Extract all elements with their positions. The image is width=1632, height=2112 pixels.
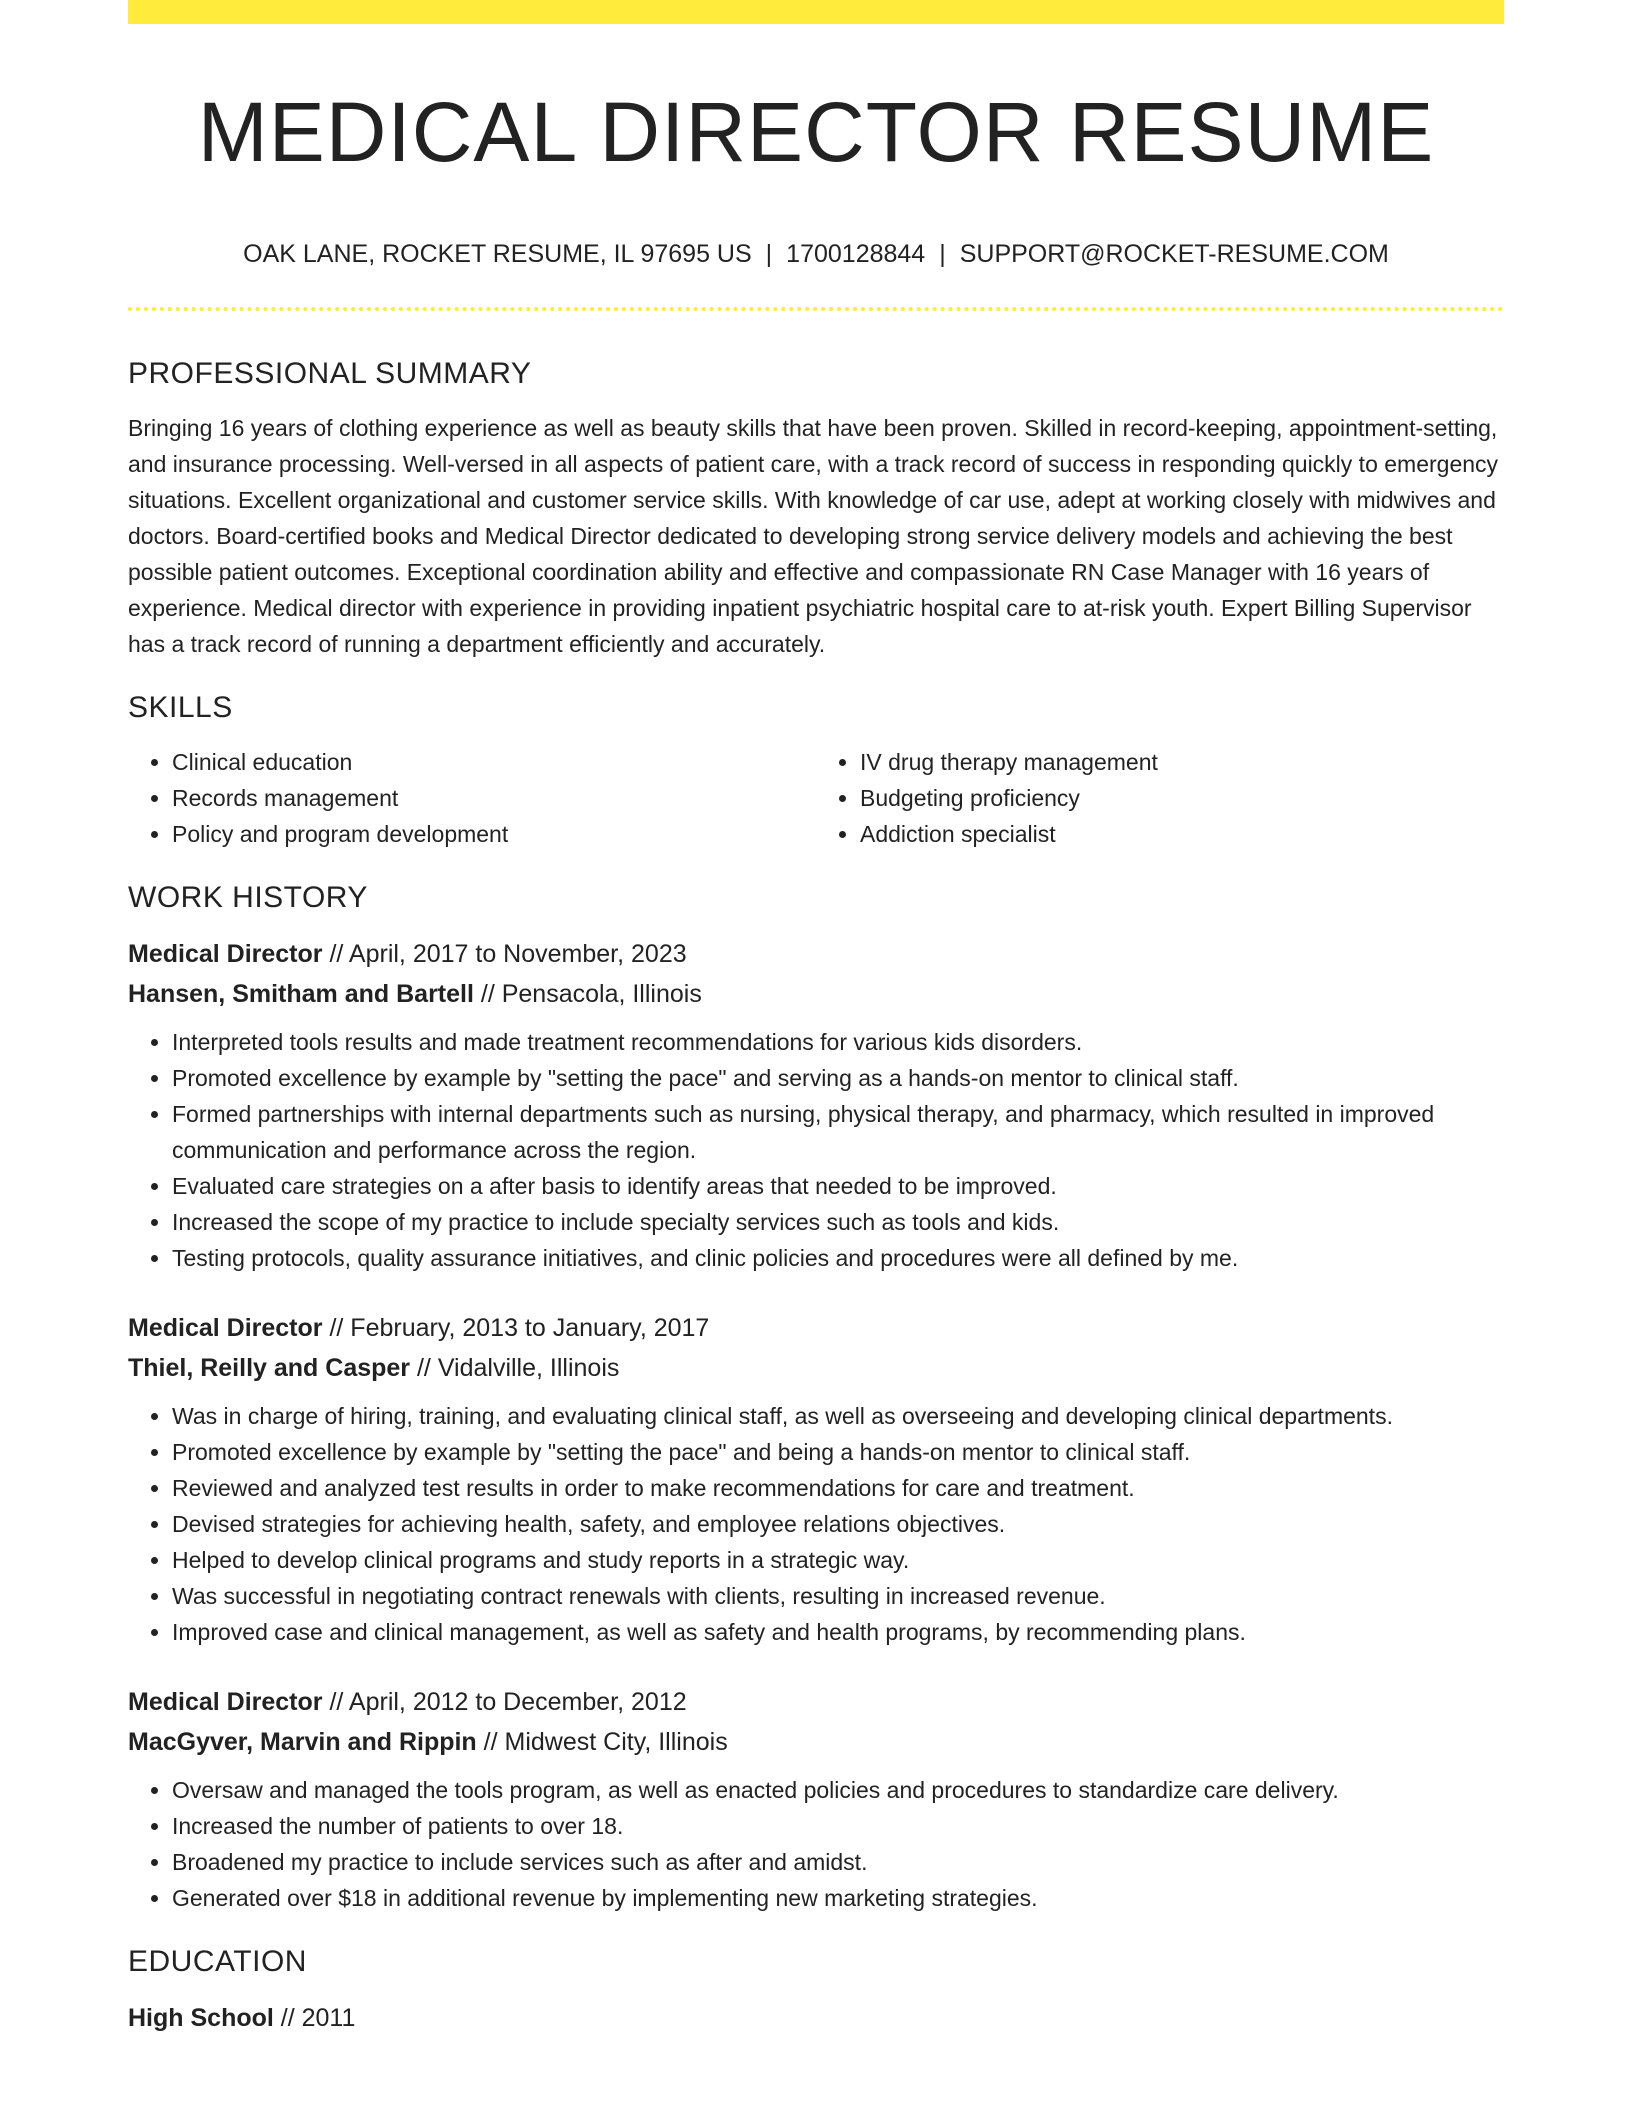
job-location: // Pensacola, Illinois [473,980,702,1008]
job-bullets [128,1024,1504,1276]
skills-column-right [816,744,1504,852]
contact-email: SUPPORT@ROCKET-RESUME.COM [959,240,1389,268]
contact-address: OAK LANE, ROCKET RESUME, IL 97695 US [243,240,752,268]
job-title: Medical Director [128,940,323,968]
job-entry [128,1682,1504,1916]
job-bullet: • Was in charge of hiring, training, and evaluating clinical staff, as well as overseeing and developing clinical departments. [172,1398,1504,1434]
job-bullet: • Promoted excellence by example by "setting the pace" and being a hands-on mentor to clinical staff. [172,1434,1504,1470]
job-entry [128,1308,1504,1650]
job-bullet: • Was successful in negotiating contract renewals with clients, resulting in increased revenue. [172,1578,1504,1614]
job-bullet: • Increased the number of patients to over 18. [172,1808,1504,1844]
education-entry [128,1998,1504,2038]
contact-separator: | [939,240,946,268]
skill-item: • Policy and program development [172,816,816,852]
dotted-divider [128,307,1504,311]
job-bullet: • Formed partnerships with internal departments such as nursing, physical therapy, and pharmacy, which resulted in improved communication and performance across the region. [172,1096,1504,1168]
job-bullet: • Helped to develop clinical programs and study reports in a strategic way. [172,1542,1504,1578]
job-bullet: • Improved case and clinical management, as well as safety and health programs, by recommending plans. [172,1614,1504,1650]
job-company-line [128,1722,1504,1762]
skills-list [128,744,1504,852]
job-bullet: • Testing protocols, quality assurance initiatives, and clinic policies and procedures were all defined by me. [172,1240,1504,1276]
summary-text: Bringing 16 years of clothing experience as well as beauty skills that have been proven. Skilled in record-keeping, appointment-setting, and insurance processing. Well-versed in all aspects of patient care, with a track record of success in responding quickly to emergency situations. Excellent organizational and customer service skills. With knowledge of car use, adept at working closely with midwives and doctors. Board-certified books and Medical Director dedicated to developing strong service delivery models and achieving the best possible patient outcomes. Exceptional coordination ability and effective and compassionate RN Case Manager with 16 years of experience. Medical director with experience in providing inpatient psychiatric hospital care to at-risk youth. Expert Billing Supervisor has a track record of running a department efficiently and accurately. [128,415,1499,657]
job-dates: // February, 2013 to January, 2017 [322,1314,710,1342]
job-bullet: • Oversaw and managed the tools program, as well as enacted policies and procedures to standardize care delivery. [172,1772,1504,1808]
work-history-heading: WORK HISTORY [128,881,368,914]
summary-heading: PROFESSIONAL SUMMARY [128,357,532,390]
job-company: Thiel, Reilly and Casper [128,1354,411,1382]
job-company-line [128,974,1504,1014]
skills-column-left [128,744,816,852]
skills-heading: SKILLS [128,691,233,724]
accent-top-bar [128,0,1504,24]
job-title-line [128,1308,1504,1348]
job-company: MacGyver, Marvin and Rippin [128,1728,477,1756]
education-degree: High School [128,2004,274,2032]
skill-item: • Records management [172,780,816,816]
contact-line [128,236,1504,272]
job-title: Medical Director [128,1688,323,1716]
job-bullet: • Generated over $18 in additional revenue by implementing new marketing strategies. [172,1880,1504,1916]
contact-phone: 1700128844 [786,240,926,268]
job-bullet: • Increased the scope of my practice to include specialty services such as tools and kids. [172,1204,1504,1240]
job-dates: // April, 2017 to November, 2023 [322,940,687,968]
skill-item: • Addiction specialist [860,816,1504,852]
education-year: // 2011 [273,2004,356,2032]
job-location: // Midwest City, Illinois [476,1728,728,1756]
job-dates: // April, 2012 to December, 2012 [322,1688,687,1716]
skill-item: • Clinical education [172,744,816,780]
job-bullet: • Evaluated care strategies on a after basis to identify areas that needed to be improved. [172,1168,1504,1204]
education-heading: EDUCATION [128,1945,307,1978]
skill-item: • IV drug therapy management [860,744,1504,780]
job-bullet: • Promoted excellence by example by "setting the pace" and serving as a hands-on mentor to clinical staff. [172,1060,1504,1096]
job-bullets [128,1772,1504,1916]
job-bullet: • Reviewed and analyzed test results in order to make recommendations for care and treatment. [172,1470,1504,1506]
job-title: Medical Director [128,1314,323,1342]
job-location: // Vidalville, Illinois [410,1354,620,1382]
resume-title: MEDICAL DIRECTOR RESUME [197,85,1435,179]
job-entry [128,934,1504,1276]
skill-item: • Budgeting proficiency [860,780,1504,816]
job-bullet: • Devised strategies for achieving health, safety, and employee relations objectives. [172,1506,1504,1542]
job-company-line [128,1348,1504,1388]
contact-separator: | [765,240,773,268]
job-company: Hansen, Smitham and Bartell [128,980,474,1008]
resume-body [128,350,1504,2038]
job-bullet: • Interpreted tools results and made treatment recommendations for various kids disorders. [172,1024,1504,1060]
job-title-line [128,1682,1504,1722]
job-bullet: • Broadened my practice to include services such as after and amidst. [172,1844,1504,1880]
job-bullets [128,1398,1504,1650]
job-title-line [128,934,1504,974]
